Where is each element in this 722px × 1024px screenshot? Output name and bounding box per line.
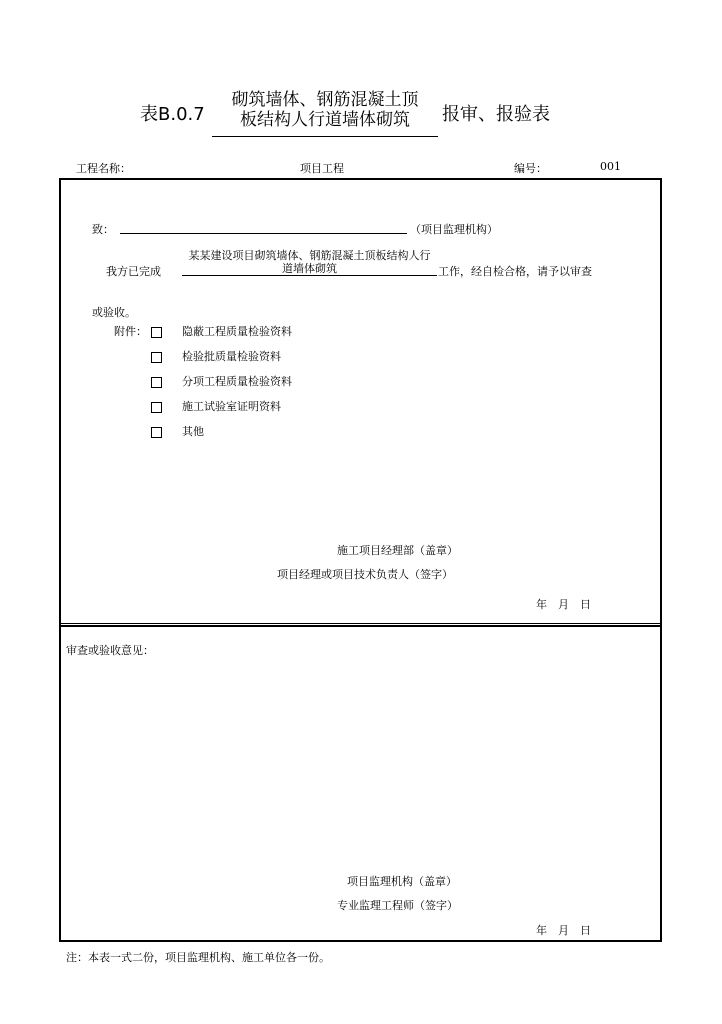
work-description (182, 249, 437, 275)
number-value: 001 (600, 160, 621, 173)
supervisor-org-seal: 项目监理机构（盖章） (347, 875, 457, 888)
attachment-checkbox-4[interactable] (151, 398, 162, 409)
attachment-checkbox-1[interactable] (151, 323, 162, 334)
attachment-label-2: 检验批质量检验资料 (182, 350, 281, 363)
title-prefix: 表B.0.7 (140, 104, 205, 125)
work-suffix: 工作，经自检合格，请予以审查 (438, 265, 592, 278)
contractor-dept-seal: 施工项目经理部（盖章） (337, 544, 458, 557)
work-description-line2: 道墙体砌筑 (282, 262, 337, 275)
attachment-label-1: 隐蔽工程质量检验资料 (182, 325, 292, 338)
review-section (59, 623, 662, 942)
project-name-value: 项目工程 (300, 162, 344, 175)
footer-note: 注：本表一式二份，项目监理机构、施工单位各一份。 (66, 951, 330, 964)
project-name-label: 工程名称： (76, 162, 131, 175)
work-blank-line (182, 275, 437, 276)
supervisor-engineer-sign: 专业监理工程师（签字） (337, 899, 458, 912)
title-middle (212, 90, 438, 130)
work-description-line1: 某某建设项目砌筑墙体、钢筋混凝土顶板结构人行 (188, 249, 431, 262)
completed-label: 我方已完成 (106, 265, 161, 278)
title-suffix: 报审、报验表 (442, 104, 550, 125)
title-middle-line2: 板结构人行道墙体砌筑 (240, 110, 410, 130)
attachment-label: 附件： (114, 325, 147, 338)
contractor-date: 年 月 日 (536, 598, 591, 611)
attachment-label-3: 分项工程质量检验资料 (182, 375, 292, 388)
continuation-text: 或验收。 (92, 306, 136, 319)
supervisor-date: 年 月 日 (536, 924, 591, 937)
review-opinion-label: 审查或验收意见： (66, 644, 154, 657)
to-label: 致： (92, 223, 114, 236)
attachment-checkbox-2[interactable] (151, 348, 162, 359)
title-underline (212, 136, 438, 137)
submission-section (59, 178, 662, 627)
contractor-manager-sign: 项目经理或项目技术负责人（签字） (277, 568, 453, 581)
to-blank-line (120, 233, 407, 234)
attachment-checkbox-5[interactable] (151, 423, 162, 434)
number-label: 编号： (514, 162, 547, 175)
to-suffix: （项目监理机构） (410, 223, 498, 236)
attachment-label-4: 施工试验室证明资料 (182, 400, 281, 413)
attachment-label-5: 其他 (182, 425, 204, 438)
attachment-checkbox-3[interactable] (151, 373, 162, 384)
title-middle-line1: 砌筑墙体、钢筋混凝土顶 (231, 90, 419, 110)
